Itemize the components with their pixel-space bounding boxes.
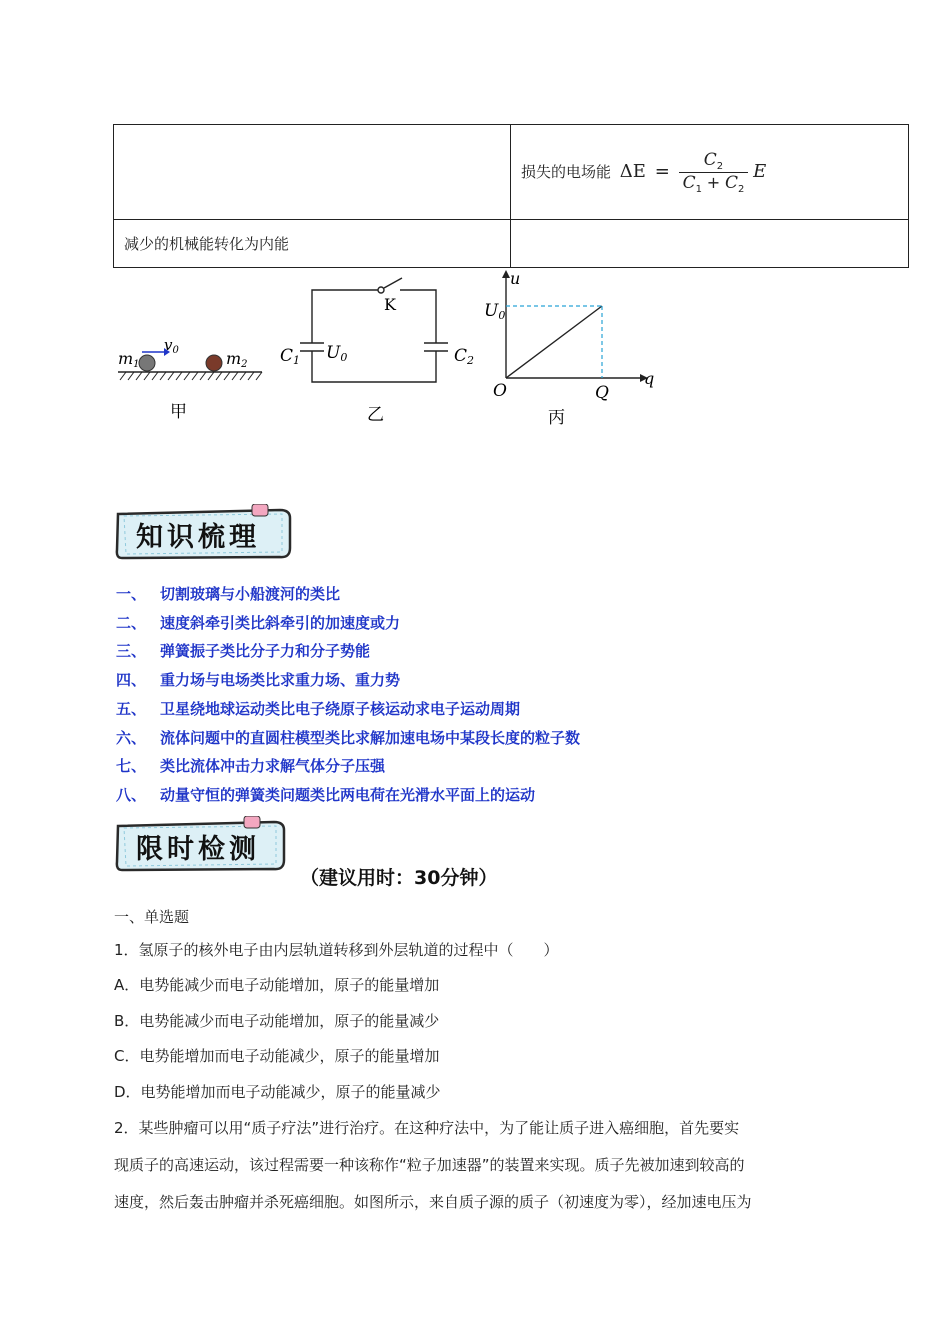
caption-bing: 丙 <box>548 408 565 428</box>
figure-bing <box>502 270 648 382</box>
toc-item[interactable]: 三、 弹簧振子类比分子力和分子势能 <box>116 642 371 660</box>
question-2-line-2: 现质子的高速运动，该过程需要一种该称作“粒子加速器”的装置来实现。质子先被加速到较高的 <box>114 1156 745 1174</box>
svg-text:q: q <box>644 369 655 388</box>
section-banner-test <box>114 816 294 872</box>
svg-text:u: u <box>510 269 521 288</box>
question-2-line-3: 速度，然后轰击肿瘤并杀死癌细胞。如图所示，来自质子源的质子（初速度为零），经加速电压为 <box>114 1193 752 1211</box>
figure-jia <box>118 336 262 422</box>
table-cell-empty <box>114 125 511 220</box>
table-cell-empty-2 <box>511 220 909 268</box>
svg-text:U0: U0 <box>326 343 348 364</box>
switch-k-label: K <box>384 295 396 314</box>
svg-text:O: O <box>493 381 507 401</box>
banner-title: 限时检测 <box>136 834 260 865</box>
ball-m2 <box>206 355 222 371</box>
part-heading: 一、单选题 <box>114 908 190 926</box>
table-cell-energy-loss <box>511 125 909 220</box>
energy-loss-label: 损失的电场能 <box>521 162 612 181</box>
comparison-table <box>113 124 909 268</box>
toc-item[interactable]: 八、 动量守恒的弹簧类问题类比两电荷在光滑水平面上的运动 <box>116 786 536 804</box>
figure-yi <box>300 278 448 382</box>
energy-loss-formula: ΔE = $\frac{C_2}{C_1 + C_2}$ E <box>619 149 767 195</box>
toc-item[interactable]: 一、 切割玻璃与小船渡河的类比 <box>116 585 341 603</box>
banner-title: 知识梳理 <box>136 522 260 553</box>
question-2-line-1: 2．某些肿瘤可以用“质子疗法”进行治疗。在这种疗法中，为了能让质子进入癌细胞，首先要实 <box>114 1119 740 1137</box>
ball-m1 <box>139 355 155 371</box>
toc-item[interactable]: 七、 类比流体冲击力求解气体分子压强 <box>116 757 386 775</box>
physics-figures <box>110 268 680 438</box>
svg-text:C2: C2 <box>454 346 475 367</box>
caption-yi: 乙 <box>367 405 384 425</box>
svg-text:v0: $v_0$ <box>164 336 179 356</box>
section-banner-knowledge <box>114 504 294 560</box>
svg-text:m1: m1 <box>118 349 140 370</box>
toc-item[interactable]: 四、 重力场与电场类比求重力场、重力势 <box>116 671 401 689</box>
toc-item[interactable]: 五、 卫星绕地球运动类比电子绕原子核运动求电子运动周期 <box>116 700 521 718</box>
suggested-time: （建议用时：30分钟） <box>300 867 498 889</box>
caption-jia: 甲 <box>170 402 187 422</box>
formula-fraction: $\frac{C_2}{C_1 + C_2}$ <box>679 150 749 195</box>
svg-text:U0: U0 <box>484 301 506 322</box>
question-1-option-d[interactable]: D．电势能增加而电子动能减少，原子的能量减少 <box>114 1083 441 1101</box>
toc-item[interactable]: 六、 流体问题中的直圆柱模型类比求解加速电场中某段长度的粒子数 <box>116 729 581 747</box>
question-1-option-b[interactable]: B．电势能减少而电子动能增加，原子的能量减少 <box>114 1012 440 1030</box>
svg-text:C1: C1 <box>280 346 301 367</box>
svg-text:m2: m2 <box>226 349 248 370</box>
question-1-option-c[interactable]: C．电势能增加而电子动能减少，原子的能量增加 <box>114 1047 440 1065</box>
question-1-stem: 1．氢原子的核外电子由内层轨道转移到外层轨道的过程中（ ） <box>114 941 559 959</box>
toc-item[interactable]: 二、 速度斜牵引类比斜牵引的加速度或力 <box>116 614 401 632</box>
table-cell-mechanical: 减少的机械能转化为内能 <box>114 220 511 268</box>
question-1-option-a[interactable]: A．电势能减少而电子动能增加，原子的能量增加 <box>114 976 440 994</box>
svg-text:Q: Q <box>595 383 609 403</box>
